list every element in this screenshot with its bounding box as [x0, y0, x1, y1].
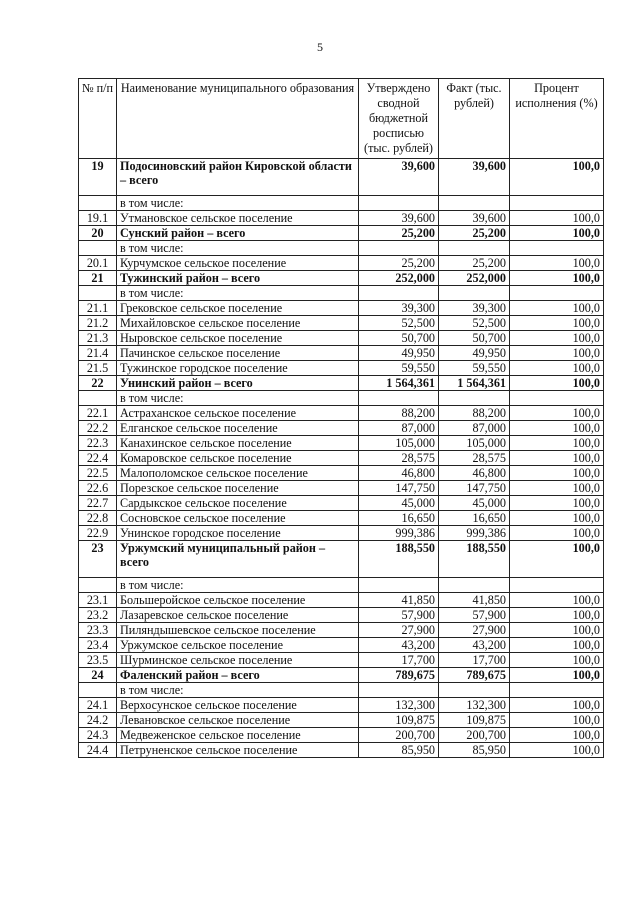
row-name: Уржумское сельское поселение — [117, 638, 359, 653]
row-percent — [510, 391, 604, 406]
row-approved: 109,875 — [359, 713, 439, 728]
row-approved: 46,800 — [359, 466, 439, 481]
row-number: 19 — [79, 159, 117, 196]
row-name: Пиляндышевское сельское поселение — [117, 623, 359, 638]
table-row — [79, 271, 604, 286]
row-fact — [439, 578, 510, 593]
row-name: Левановское сельское поселение — [117, 713, 359, 728]
row-approved: 87,000 — [359, 421, 439, 436]
row-number: 24.4 — [79, 743, 117, 758]
row-approved: 105,000 — [359, 436, 439, 451]
row-fact: 147,750 — [439, 481, 510, 496]
row-fact: 188,550 — [439, 541, 510, 578]
row-approved: 88,200 — [359, 406, 439, 421]
row-fact: 789,675 — [439, 668, 510, 683]
row-fact: 109,875 — [439, 713, 510, 728]
table-row — [79, 481, 604, 496]
row-number — [79, 683, 117, 698]
row-number: 22.7 — [79, 496, 117, 511]
row-name: Сунский район – всего — [117, 226, 359, 241]
row-fact: 28,575 — [439, 451, 510, 466]
row-fact: 200,700 — [439, 728, 510, 743]
row-percent: 100,0 — [510, 256, 604, 271]
row-name: Шурминское сельское поселение — [117, 653, 359, 668]
table-row — [79, 451, 604, 466]
header-name: Наименование муниципального образования — [117, 79, 359, 159]
row-name: Большеройское сельское поселение — [117, 593, 359, 608]
row-approved: 39,300 — [359, 301, 439, 316]
table-row — [79, 526, 604, 541]
row-number: 23.5 — [79, 653, 117, 668]
row-number: 22.9 — [79, 526, 117, 541]
row-name: в том числе: — [117, 196, 359, 211]
row-percent: 100,0 — [510, 346, 604, 361]
row-fact: 27,900 — [439, 623, 510, 638]
row-percent: 100,0 — [510, 638, 604, 653]
table-row — [79, 361, 604, 376]
row-approved: 132,300 — [359, 698, 439, 713]
row-number — [79, 241, 117, 256]
row-number: 24 — [79, 668, 117, 683]
row-percent: 100,0 — [510, 511, 604, 526]
row-fact: 59,550 — [439, 361, 510, 376]
row-name: Верхосунское сельское поселение — [117, 698, 359, 713]
row-approved: 200,700 — [359, 728, 439, 743]
row-percent: 100,0 — [510, 698, 604, 713]
row-approved — [359, 196, 439, 211]
row-fact: 17,700 — [439, 653, 510, 668]
row-fact: 105,000 — [439, 436, 510, 451]
table-row — [79, 301, 604, 316]
row-fact: 45,000 — [439, 496, 510, 511]
row-fact — [439, 241, 510, 256]
row-fact: 25,200 — [439, 256, 510, 271]
row-percent: 100,0 — [510, 496, 604, 511]
row-percent — [510, 196, 604, 211]
row-approved: 252,000 — [359, 271, 439, 286]
row-name: в том числе: — [117, 241, 359, 256]
row-approved: 16,650 — [359, 511, 439, 526]
row-fact: 39,600 — [439, 211, 510, 226]
table-row — [79, 211, 604, 226]
row-name: Утмановское сельское поселение — [117, 211, 359, 226]
row-approved: 789,675 — [359, 668, 439, 683]
row-percent: 100,0 — [510, 451, 604, 466]
row-approved: 27,900 — [359, 623, 439, 638]
row-name: в том числе: — [117, 391, 359, 406]
row-approved: 52,500 — [359, 316, 439, 331]
row-fact: 57,900 — [439, 608, 510, 623]
page-number: 5 — [317, 40, 323, 54]
table-row — [79, 623, 604, 638]
row-fact: 1 564,361 — [439, 376, 510, 391]
row-percent: 100,0 — [510, 593, 604, 608]
row-number: 22 — [79, 376, 117, 391]
table-row — [79, 578, 604, 593]
row-percent: 100,0 — [510, 481, 604, 496]
row-number: 24.1 — [79, 698, 117, 713]
row-name: в том числе: — [117, 578, 359, 593]
row-name: Унинский район – всего — [117, 376, 359, 391]
row-fact: 87,000 — [439, 421, 510, 436]
row-number: 21.3 — [79, 331, 117, 346]
row-name: Унинское городское поселение — [117, 526, 359, 541]
table-row — [79, 653, 604, 668]
row-percent: 100,0 — [510, 623, 604, 638]
row-name: Тужинское городское поселение — [117, 361, 359, 376]
row-number: 19.1 — [79, 211, 117, 226]
budget-execution-table — [78, 78, 604, 758]
row-number: 21 — [79, 271, 117, 286]
row-number: 22.4 — [79, 451, 117, 466]
row-percent: 100,0 — [510, 331, 604, 346]
row-approved: 39,600 — [359, 211, 439, 226]
row-fact: 16,650 — [439, 511, 510, 526]
row-percent: 100,0 — [510, 436, 604, 451]
row-name: Елганское сельское поселение — [117, 421, 359, 436]
row-approved: 188,550 — [359, 541, 439, 578]
table-row — [79, 346, 604, 361]
row-name: Тужинский район – всего — [117, 271, 359, 286]
row-approved: 45,000 — [359, 496, 439, 511]
table-row — [79, 541, 604, 578]
row-name: Канахинское сельское поселение — [117, 436, 359, 451]
row-number: 24.3 — [79, 728, 117, 743]
row-name: Грековское сельское поселение — [117, 301, 359, 316]
row-fact — [439, 391, 510, 406]
row-percent: 100,0 — [510, 211, 604, 226]
row-number: 23 — [79, 541, 117, 578]
row-name: Ныровское сельское поселение — [117, 331, 359, 346]
row-name: Порезское сельское поселение — [117, 481, 359, 496]
table-row — [79, 406, 604, 421]
row-fact — [439, 683, 510, 698]
row-percent — [510, 286, 604, 301]
row-percent: 100,0 — [510, 361, 604, 376]
row-approved: 28,575 — [359, 451, 439, 466]
row-fact: 88,200 — [439, 406, 510, 421]
row-approved: 39,600 — [359, 159, 439, 196]
row-approved: 25,200 — [359, 256, 439, 271]
row-number — [79, 196, 117, 211]
table-row — [79, 713, 604, 728]
row-approved: 25,200 — [359, 226, 439, 241]
row-fact: 52,500 — [439, 316, 510, 331]
row-number: 23.3 — [79, 623, 117, 638]
row-fact: 25,200 — [439, 226, 510, 241]
row-percent: 100,0 — [510, 271, 604, 286]
header-approved: Утверждено сводной бюджетной росписью (тыс. рублей) — [359, 79, 439, 159]
row-percent — [510, 578, 604, 593]
row-name: Пачинское сельское поселение — [117, 346, 359, 361]
row-number: 22.2 — [79, 421, 117, 436]
row-percent: 100,0 — [510, 668, 604, 683]
table-row — [79, 608, 604, 623]
row-fact: 43,200 — [439, 638, 510, 653]
table-row — [79, 743, 604, 758]
row-percent: 100,0 — [510, 376, 604, 391]
row-approved: 41,850 — [359, 593, 439, 608]
row-percent: 100,0 — [510, 301, 604, 316]
row-percent — [510, 683, 604, 698]
row-number: 22.1 — [79, 406, 117, 421]
table-row — [79, 638, 604, 653]
row-approved — [359, 391, 439, 406]
table-row — [79, 511, 604, 526]
row-fact: 46,800 — [439, 466, 510, 481]
row-fact: 39,600 — [439, 159, 510, 196]
table-row — [79, 436, 604, 451]
row-number: 22.3 — [79, 436, 117, 451]
row-percent: 100,0 — [510, 743, 604, 758]
row-number: 22.5 — [79, 466, 117, 481]
row-approved: 49,950 — [359, 346, 439, 361]
row-number: 21.2 — [79, 316, 117, 331]
table-row — [79, 331, 604, 346]
row-number: 22.8 — [79, 511, 117, 526]
table-row — [79, 728, 604, 743]
row-approved: 57,900 — [359, 608, 439, 623]
row-percent: 100,0 — [510, 466, 604, 481]
row-name: Сардыкское сельское поселение — [117, 496, 359, 511]
row-name: Комаровское сельское поселение — [117, 451, 359, 466]
row-fact: 50,700 — [439, 331, 510, 346]
row-approved: 17,700 — [359, 653, 439, 668]
table-row — [79, 698, 604, 713]
row-approved — [359, 241, 439, 256]
table-row — [79, 683, 604, 698]
row-name: в том числе: — [117, 683, 359, 698]
row-percent: 100,0 — [510, 653, 604, 668]
row-number: 23.4 — [79, 638, 117, 653]
row-fact: 41,850 — [439, 593, 510, 608]
row-name: Михайловское сельское поселение — [117, 316, 359, 331]
row-percent: 100,0 — [510, 421, 604, 436]
row-percent: 100,0 — [510, 526, 604, 541]
row-approved: 999,386 — [359, 526, 439, 541]
row-fact — [439, 286, 510, 301]
table-row — [79, 466, 604, 481]
table-row — [79, 196, 604, 211]
table-row — [79, 286, 604, 301]
row-fact: 49,950 — [439, 346, 510, 361]
table-row — [79, 496, 604, 511]
row-number: 23.1 — [79, 593, 117, 608]
header-number: № п/п — [79, 79, 117, 159]
row-fact — [439, 196, 510, 211]
row-number: 24.2 — [79, 713, 117, 728]
header-percent: Процент исполнения (%) — [510, 79, 604, 159]
row-percent: 100,0 — [510, 541, 604, 578]
row-percent: 100,0 — [510, 713, 604, 728]
row-percent: 100,0 — [510, 316, 604, 331]
table-row — [79, 421, 604, 436]
row-number: 21.1 — [79, 301, 117, 316]
row-approved — [359, 578, 439, 593]
row-approved: 1 564,361 — [359, 376, 439, 391]
row-percent: 100,0 — [510, 608, 604, 623]
row-name: Фаленский район – всего — [117, 668, 359, 683]
row-fact: 85,950 — [439, 743, 510, 758]
row-approved: 85,950 — [359, 743, 439, 758]
row-number — [79, 286, 117, 301]
row-fact: 132,300 — [439, 698, 510, 713]
row-number: 20 — [79, 226, 117, 241]
table-row — [79, 256, 604, 271]
table-row — [79, 241, 604, 256]
row-number: 23.2 — [79, 608, 117, 623]
table-header-row — [79, 79, 604, 159]
row-number: 21.5 — [79, 361, 117, 376]
row-fact: 252,000 — [439, 271, 510, 286]
row-name: Астраханское сельское поселение — [117, 406, 359, 421]
table-row — [79, 159, 604, 196]
row-name: Малополомское сельское поселение — [117, 466, 359, 481]
row-approved: 59,550 — [359, 361, 439, 376]
row-approved: 50,700 — [359, 331, 439, 346]
table-row — [79, 391, 604, 406]
row-name: Курчумское сельское поселение — [117, 256, 359, 271]
table-body — [79, 159, 604, 758]
row-name: в том числе: — [117, 286, 359, 301]
row-percent: 100,0 — [510, 226, 604, 241]
row-fact: 999,386 — [439, 526, 510, 541]
row-name: Подосиновский район Кировской области – всего — [117, 159, 359, 196]
row-percent: 100,0 — [510, 728, 604, 743]
row-percent — [510, 241, 604, 256]
row-number — [79, 578, 117, 593]
row-number: 21.4 — [79, 346, 117, 361]
row-fact: 39,300 — [439, 301, 510, 316]
header-fact: Факт (тыс. рублей) — [439, 79, 510, 159]
row-approved — [359, 286, 439, 301]
table-row — [79, 316, 604, 331]
row-number: 22.6 — [79, 481, 117, 496]
row-approved — [359, 683, 439, 698]
row-name: Петруненское сельское поселение — [117, 743, 359, 758]
row-percent: 100,0 — [510, 159, 604, 196]
row-name: Медвеженское сельское поселение — [117, 728, 359, 743]
row-number — [79, 391, 117, 406]
row-name: Уржумский муниципальный район – всего — [117, 541, 359, 578]
row-number: 20.1 — [79, 256, 117, 271]
table-row — [79, 226, 604, 241]
row-approved: 147,750 — [359, 481, 439, 496]
table-row — [79, 668, 604, 683]
row-approved: 43,200 — [359, 638, 439, 653]
row-name: Лазаревское сельское поселение — [117, 608, 359, 623]
row-percent: 100,0 — [510, 406, 604, 421]
table-row — [79, 593, 604, 608]
table-row — [79, 376, 604, 391]
row-name: Сосновское сельское поселение — [117, 511, 359, 526]
